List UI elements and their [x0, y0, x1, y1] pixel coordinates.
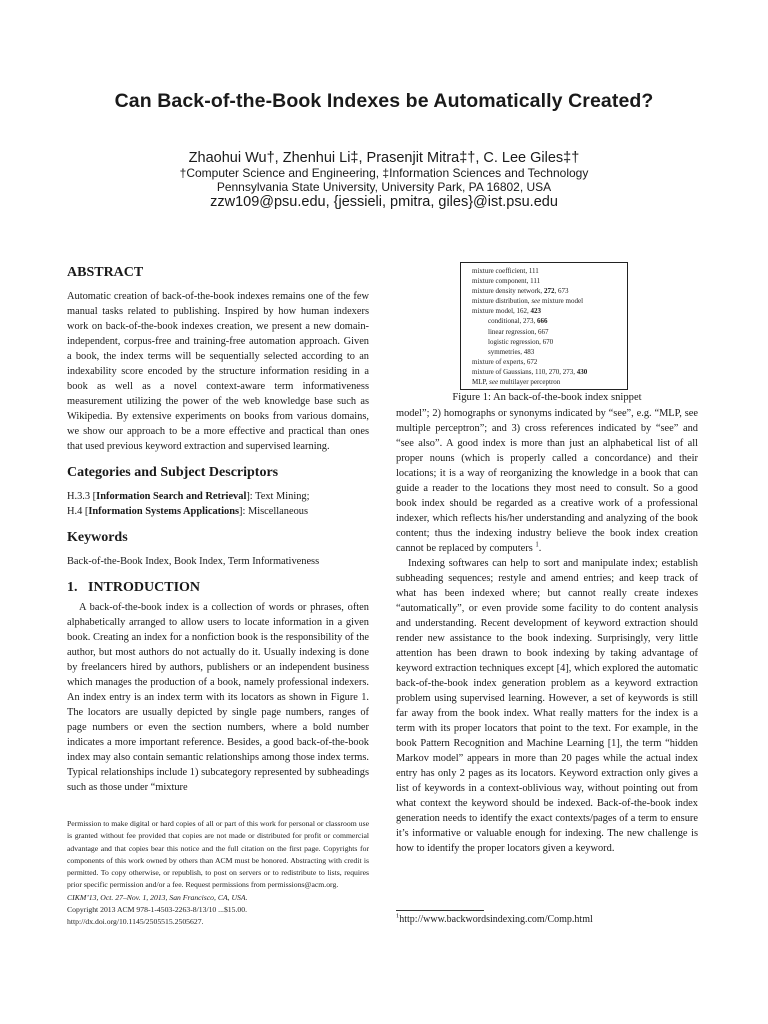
categories-heading: Categories and Subject Descriptors [67, 465, 279, 480]
index-entry-text: mixture model, 162, [472, 307, 531, 316]
abstract-heading: ABSTRACT [67, 265, 144, 280]
index-entry-text: MLP, [472, 378, 490, 387]
paragraph-text: model”; 2) homographs or synonyms indicated by “see”, e.g. “MLP, see multiple perceptron”; and 3) cross references indicated by “see” and “see also”. A good index is more than just an alphabetical list of all proper nouns (which is properly called a concordance) and their locations; it is a way of reorganizing the knowledge in a book that can guide a reader to the locations they most need to consult. So a good book index should be regarded as a creative work of a professional indexer, which reflects his/her understanding and analyzing of the book content; thus the indexing industry believe the book index creation cannot be replaced by computers [396, 408, 698, 554]
index-entry [472, 306, 627, 316]
index-entry-text: conditional, 273, [488, 317, 537, 326]
index-entry-text: mixture density network, [472, 287, 544, 296]
permission-notice [67, 818, 369, 929]
footnote [396, 914, 593, 925]
category-code: H.4 [ [67, 506, 89, 517]
footnote-rule [396, 910, 484, 911]
index-entry-text: symmetries, 483 [488, 347, 535, 356]
index-entry [472, 357, 627, 367]
index-entry [472, 286, 627, 296]
category-code: H.3.3 [ [67, 491, 97, 502]
author-list: Zhaohui Wu†, Zhenhui Li‡, Prasenjit Mitra‡†, C. Lee Giles‡† [188, 150, 580, 166]
author-emails: zzw109@psu.edu, {jessieli, pmitra, giles}@ist.psu.edu [210, 194, 558, 210]
index-entry-text: mixture coefficient, 111 [472, 267, 539, 275]
sentence-end: . [538, 543, 542, 554]
abstract-text: Automatic creation of back-of-the-book indexes remains one of the few manual tasks related to publishing. Inspired by how human indexers work on back-of-the-book indexes creation, we present a new domain-independent, corpus-free and training-free automation approach. Given a book, the index terms will be sequentially selected according to an indexability score encoded by the structure information residing in a book as well as a novel context-aware term informativeness measurement utilizing the power of the web knowledge base such as Wikipedia. By extensive experiments on books from various domains, we show our approach to be a more effective and practical than ones that used previous keyword extraction and supervised learning. [67, 291, 369, 452]
copyright-line: Copyright 2013 ACM 978-1-4503-2263-8/13/10 ...$15.00. [67, 905, 248, 915]
index-entry [472, 296, 627, 306]
category-name: Information Systems Applications [88, 506, 240, 517]
index-entry-bold-page: 666 [537, 317, 548, 326]
figure-caption: Figure 1: An back-of-the-book index snippet [452, 392, 642, 403]
right-column [396, 406, 698, 856]
permission-text: Permission to make digital or hard copies of all or part of this work for personal or classroom use is granted without fee provided that copies are not made or distributed for profit or commercial advantage and that copies bear this notice and the full citation on the first page. Copyrights for components of this work owned by others than ACM must be honored. Abstracting with credit is permitted. To copy otherwise, or republish, to post on servers or to redistribute to lists, requires prior specific permission and/or a fee. Request permissions from permissions@acm.org. [67, 819, 369, 890]
index-entry [472, 316, 627, 326]
index-entry-text: mixture of Gaussians, 110, 270, 273, [472, 367, 577, 376]
index-entry-bold-page: 430 [576, 367, 588, 376]
paper-title: Can Back-of-the-Book Indexes be Automatically Created? [114, 90, 654, 112]
introduction-heading: 1. INTRODUCTION [67, 580, 201, 595]
index-entry-target: multilayer perceptron [498, 378, 561, 387]
category-name: Information Search and Retrieval [96, 491, 247, 502]
category-detail: ]: Miscellaneous [239, 506, 309, 517]
affiliation-line-2: Pennsylvania State University, University Park, PA 16802, USA [216, 180, 552, 194]
affiliation-line-1: †Computer Science and Engineering, ‡Information Sciences and Technology [179, 166, 589, 180]
introduction-paragraph-1: A back-of-the-book index is a collection of words or phrases, often alphabetically arranged to allow users to locate information in a given book. Creating an index for a nonfiction book is the responsibility of the author, but most authors do not actually do it. Usually indexing is done by freelancers hired by authors, publishers or an independent business which manages the production of a book, namely professional indexers. An index entry is an index term with its locators as shown in Figure 1. The locators are usually depicted by single page numbers, ranges of page numbers or even the section numbers, where a bold number indicates a more important reference. Besides, a good back-of-the-book index may also contain semantic relationships among those index terms. Typical relationships include 1) subcategory represented by subheadings such as those under “mixture [67, 602, 369, 793]
index-entry-bold-page: 423 [530, 307, 542, 316]
index-entry-pages: , 673 [554, 287, 569, 296]
index-snippet-figure [460, 262, 628, 390]
index-entry-see: see [489, 378, 499, 387]
index-entry-bold-page: 272 [543, 287, 555, 296]
index-entry [472, 266, 627, 276]
index-entry [472, 347, 627, 357]
category-detail: ]: Text Mining; [246, 491, 310, 502]
conference-info: CIKM’13, Oct. 27–Nov. 1, 2013, San Francisco, CA, USA. [67, 892, 248, 902]
index-entry [472, 337, 627, 347]
index-entry-target: mixture model [540, 297, 584, 306]
doi-line: http://dx.doi.org/10.1145/2505515.2505627. [67, 917, 204, 927]
left-column [67, 264, 369, 795]
footnote-url: http://www.backwordsindexing.com/Comp.html [399, 914, 593, 925]
index-entry-see: see [531, 297, 541, 306]
category-line-1 [67, 489, 369, 504]
index-entry-text: linear regression, 667 [488, 327, 549, 336]
introduction-paragraph-2: Indexing softwares can help to sort and manipulate index; establish subheading sequences; restyle and amend entries; and keep track of what has been indexed where; but cannot really create indexes “automatically”, or even provide some facility to do content analysis and understanding. Recent development of keyword extraction should render new assistance to the book indexing. Surprisingly, very little attention has been drawn to book indexing by taking advantage of keyword extraction techniques except [4], which explored the automatic back-of-the-book index generation problem as a keyword extraction problem using supervised learning. However, a set of keywords is still far away from the book index. What really matters for the index is a term with its proper locators that point to the text. For example, in the book Pattern Recognition and Machine Learning [1], the term “hidden Markov model” appears in more than 20 pages while the actual index entry has only 2 pages as its locators. Keyword extraction only gives a list of keywords in a context-oblivious way, without pointing out from what context the keyword should be indexed. Back-of-the-book index generation needs to identify the exact contexts/pages of a term to ensure it’s informative or valuable enough for indexing. The new challenge is how to identify the proper locators given a keyword. [396, 558, 698, 854]
introduction-paragraph-1-continued [396, 406, 698, 556]
index-entry-text: mixture component, 111 [472, 277, 541, 286]
keywords-heading: Keywords [67, 530, 128, 545]
footnote-mark: 1 [535, 541, 539, 549]
index-entry [472, 367, 627, 377]
keywords-text: Back-of-the-Book Index, Book Index, Term Informativeness [67, 556, 320, 567]
index-entry [472, 377, 627, 387]
index-entry [472, 327, 627, 337]
index-entry [472, 276, 627, 286]
index-entry-text: mixture distribution, [472, 297, 532, 306]
footnote-number: 1 [396, 912, 400, 920]
category-line-2 [67, 504, 369, 519]
index-entry-text: logistic regression, 670 [488, 337, 554, 346]
index-entry-text: mixture of experts, 672 [472, 357, 538, 366]
